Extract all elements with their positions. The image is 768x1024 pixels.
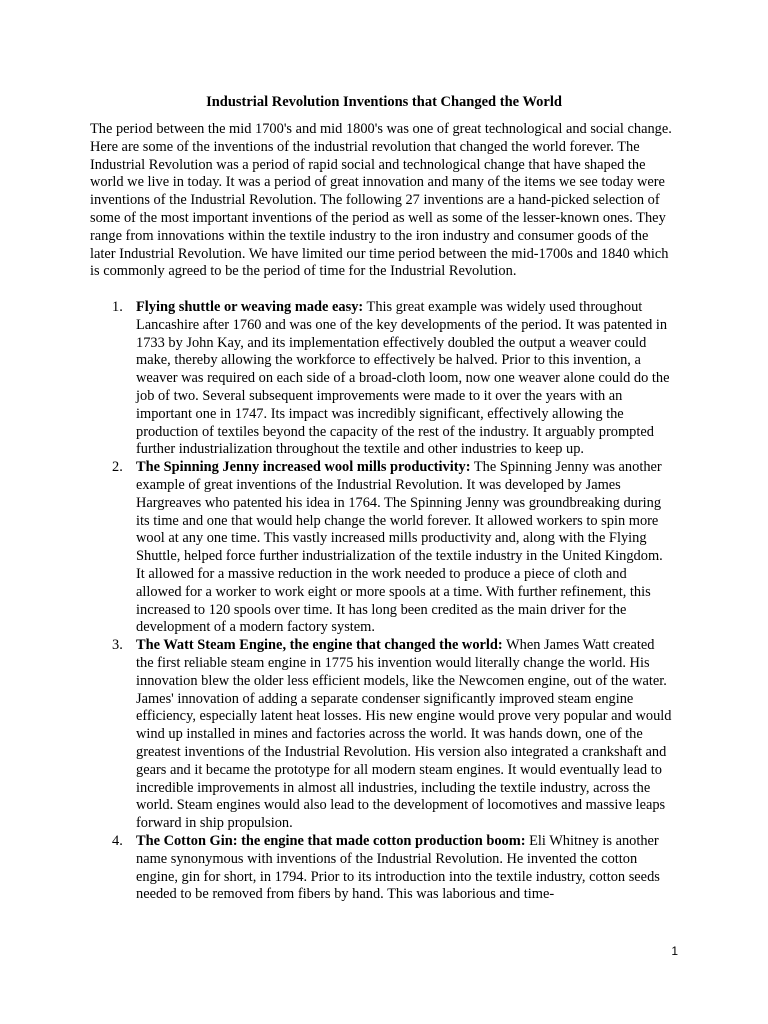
list-item-heading: Flying shuttle or weaving made easy: bbox=[136, 299, 364, 315]
page-number: 1 bbox=[671, 944, 678, 958]
intro-paragraph: The period between the mid 1700's and mid 1800's was one of great technological and social change. Here are some of the inventions of the industrial revolution that changed the world forever. The Industrial Revolution was a period of rapid social and technological change that have shaped the world we live in today. It was a period of great innovation and many of the items we see today were inventions of the Industrial Revolution. The following 27 inventions are a hand-picked selection of some of the most important inventions of the period as well as some of the lesser-known ones. They range from innovations within the textile industry to the iron industry and consumer goods of the later Industrial Revolution. We have limited our time period between the mid-1700s and 1840 which is commonly agreed to be the period of time for the Industrial Revolution. bbox=[90, 121, 672, 280]
document-title: Industrial Revolution Inventions that Changed the World bbox=[206, 94, 562, 110]
list-item-heading: The Watt Steam Engine, the engine that changed the world: bbox=[136, 637, 503, 654]
list-item bbox=[90, 459, 675, 637]
list-item-text: Eli Whitney is another name synonymous with inventions of the Industrial Revolution. He invented the cotton engine, gin for short, in 1794. Prior to its introduction into the textile industry, cotton seeds needed to be removed from fibers by hand. This was laborious and time- bbox=[136, 832, 660, 903]
inventions-list bbox=[90, 299, 675, 904]
list-item bbox=[90, 833, 675, 904]
list-item-text: The Spinning Jenny was another example of great inventions of the Industrial Revolution. It was developed by James Hargreaves who patented his idea in 1764. The Spinning Jenny was groundbreaking during its time and one that would help change the world forever. It allowed workers to spin more wool at any one time. This vastly increased mills productivity and, along with the Flying Shuttle, helped force further industrialization of the textile industry in the United Kingdom. It allowed for a massive reduction in the work needed to produce a piece of cloth and allowed for a worker to work eight or more spools at a time. With further refinement, this increased to 120 spools over time. It has long been credited as the main driver for the development of a modern factory system. bbox=[136, 459, 663, 636]
list-item-number: 1. bbox=[112, 299, 123, 315]
list-item bbox=[90, 637, 675, 833]
list-item bbox=[90, 299, 675, 459]
list-item-number: 2. bbox=[112, 459, 123, 476]
list-item-text: This great example was widely used throughout Lancashire after 1760 and was one of the key developments of the period. It was patented in 1733 by John Kay, and its implementation effectively doubled the output a weaver could make, thereby allowing the workforce to effectively be halved. Prior to this invention, a weaver was required on each side of a broad-cloth loom, now one weaver alone could do the job of two. Several subsequent improvements were made to it over the years with an important one in 1747. Its impact was incredibly significant, effectively allowing the production of textiles beyond the capacity of the rest of the industry. It arguably prompted further industrialization throughout the textile and other industries to keep up. bbox=[136, 299, 670, 458]
list-item-text: When James Watt created the first reliable steam engine in 1775 his invention would literally change the world. His innovation blew the older less efficient models, like the Newcomen engine, out of the water. James' innovation of adding a separate condenser significantly improved steam engine efficiency, especially latent heat losses. His new engine would prove very popular and would wind up installed in mines and factories across the world. It was hands down, one of the greatest inventions of the Industrial Revolution. His version also integrated a crankshaft and gears and it became the prototype for all modern steam engines. It would eventually lead to incredible improvements in almost all industries, including the textile industry, across the world. Steam engines would also lead to the development of locomotives and massive leaps forward in ship propulsion. bbox=[136, 637, 672, 832]
list-item-number: 3. bbox=[112, 637, 123, 654]
list-item-number: 4. bbox=[112, 832, 123, 849]
list-item-heading: The Spinning Jenny increased wool mills productivity: bbox=[136, 459, 471, 476]
list-item-heading: The Cotton Gin: the engine that made cotton production boom: bbox=[136, 832, 526, 849]
